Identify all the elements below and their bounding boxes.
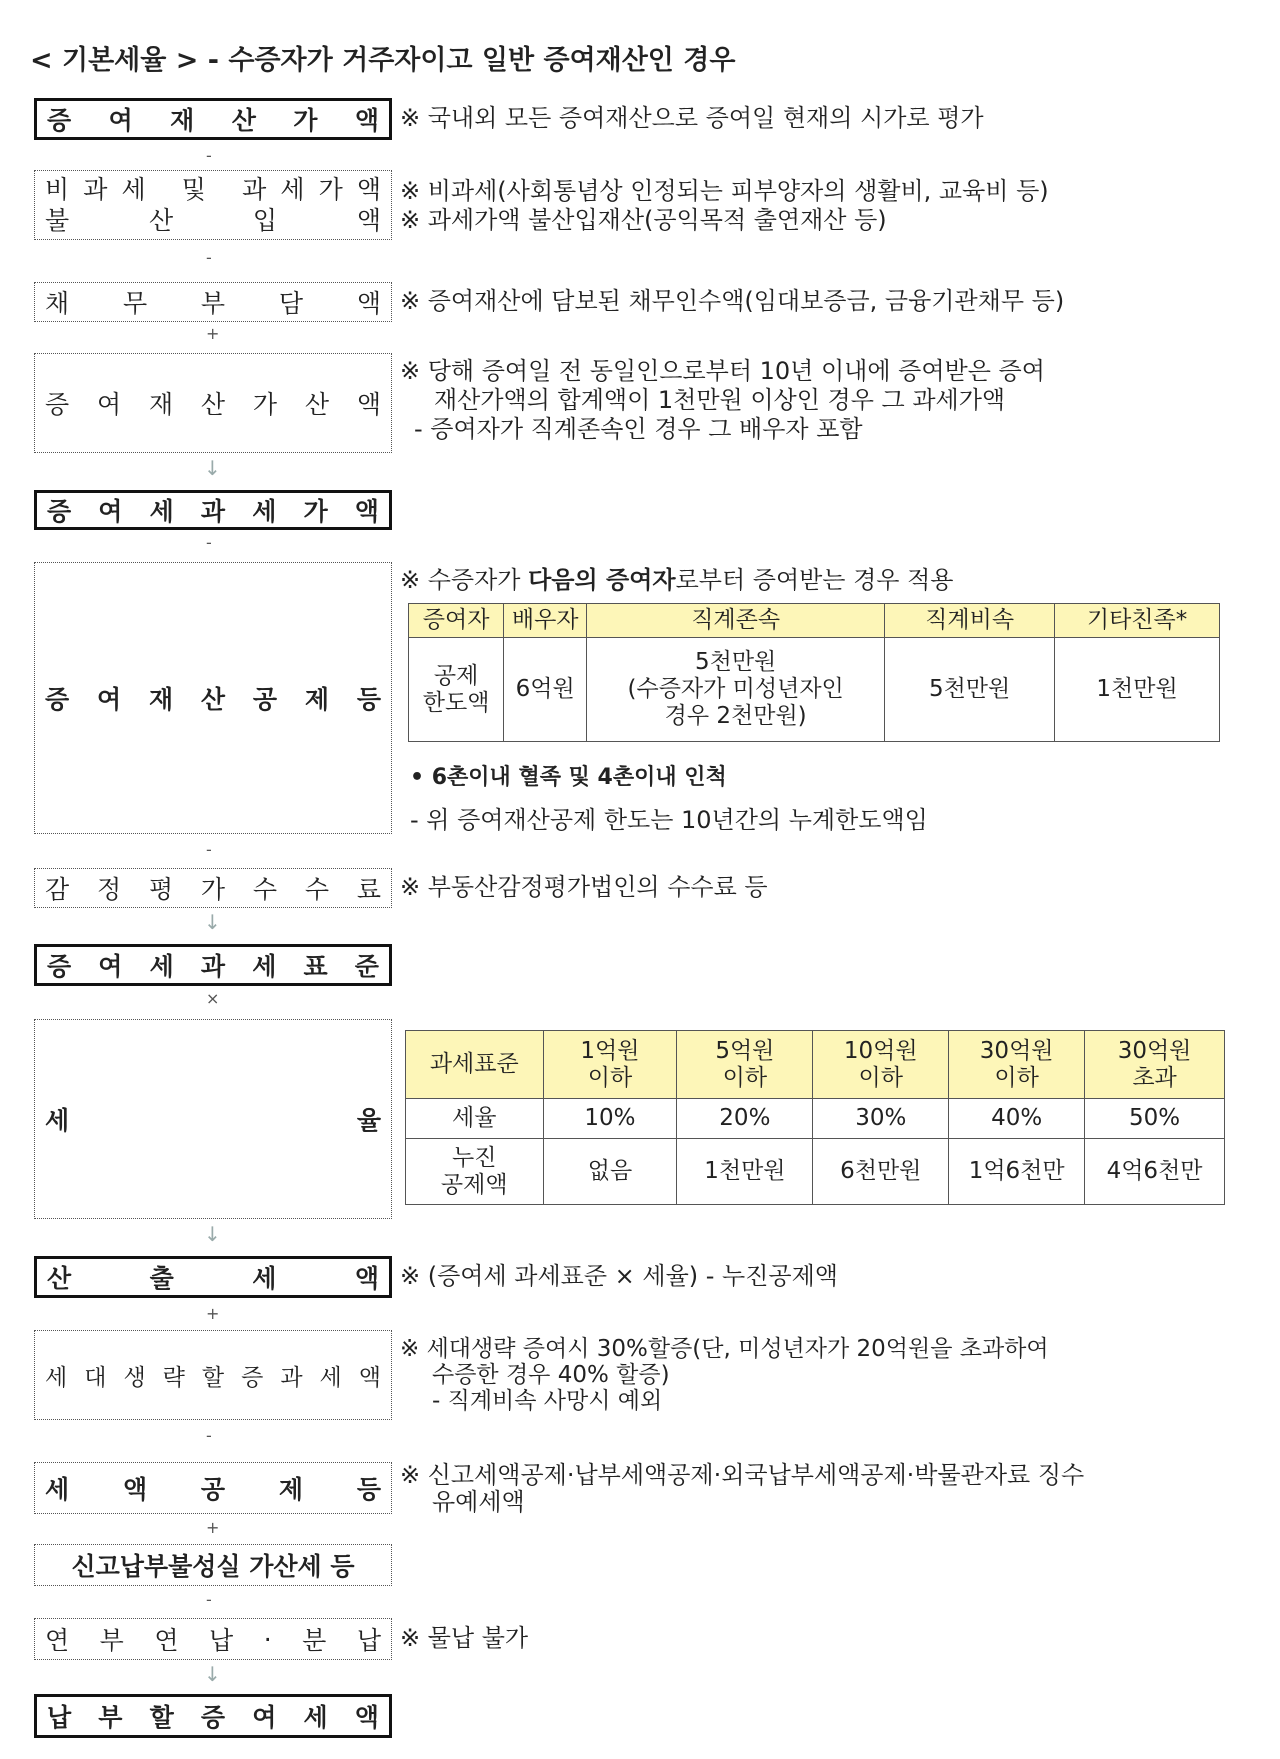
operator-plus: +	[206, 324, 220, 343]
bracket-5: 30억원 초과	[1085, 1031, 1225, 1099]
rate-1: 10%	[543, 1099, 677, 1139]
deduction-5: 4억6천만	[1085, 1139, 1225, 1205]
non-taxable-box	[34, 170, 392, 240]
descendant-limit: 5천만원	[885, 638, 1055, 742]
tax-rate-table	[405, 1030, 1225, 1205]
gift-property-value-note: ※ 국내외 모든 증여재산으로 증여일 현재의 시가로 평가	[400, 104, 984, 132]
deduction-3: 6천만원	[813, 1139, 949, 1205]
bracket-1: 1억원 이하	[543, 1031, 677, 1099]
debt-assumed-box: 채 무 부 담 액	[34, 282, 392, 322]
rate-5: 50%	[1085, 1099, 1225, 1139]
installment-payment-note: ※ 물납 불가	[400, 1624, 529, 1652]
spouse-limit: 6억원	[504, 638, 587, 742]
header-donor: 증여자	[409, 604, 504, 638]
operator-minus: -	[206, 533, 212, 552]
operator-minus: -	[206, 1590, 212, 1609]
deduction-footnote-cumulative: - 위 증여재산공제 한도는 10년간의 누계한도액임	[410, 806, 928, 834]
operator-minus: -	[206, 146, 212, 165]
operator-plus: +	[206, 1304, 220, 1323]
rate-4: 40%	[949, 1099, 1085, 1139]
generation-skip-surcharge-box: 세 대 생 략 할 증 과 세 액	[34, 1330, 392, 1420]
gift-tax-base-value-box: 증 여 세 과 세 가 액	[34, 490, 392, 530]
appraisal-fee-box: 감 정 평 가 수 수 료	[34, 868, 392, 908]
deduction-1: 없음	[543, 1139, 677, 1205]
header-spouse: 배우자	[504, 604, 587, 638]
other-relatives-limit: 1천만원	[1055, 638, 1220, 742]
operator-minus: -	[206, 248, 212, 267]
deduction-limit-label: 공제 한도액	[409, 638, 504, 742]
non-taxable-label: 비 과 세 및 과 세 가 액	[45, 175, 381, 204]
header-lineal-ascendant: 직계존속	[587, 604, 885, 638]
penalty-tax-box: 신고납부불성실 가산세 등	[34, 1544, 392, 1586]
deduction-limit-table	[408, 603, 1220, 742]
tax-rate-box: 세 율	[34, 1019, 392, 1219]
gift-tax-base-box: 증 여 세 과 세 표 준	[34, 944, 392, 986]
deduction-footnote-relatives: • 6촌이내 혈족 및 4촌이내 인척	[410, 765, 727, 790]
tax-credit-note: ※ 신고세액공제·납부세액공제·외국납부세액공제·박물관자료 징수 유예세액	[400, 1461, 1085, 1516]
appraisal-fee-note: ※ 부동산감정평가법인의 수수료 등	[400, 873, 768, 901]
added-gift-value-note: ※ 당해 증여일 전 동일인으로부터 10년 이내에 증여받은 증여 재산가액의 합계액이 1천만원 이상인 경우 그 과세가액 - 증여자가 직계존속인 경우 그 배우자 포함	[400, 357, 1045, 443]
operator-plus: +	[206, 1518, 220, 1537]
deduction-2: 1천만원	[677, 1139, 813, 1205]
deduction-4: 1억6천만	[949, 1139, 1085, 1205]
excluded-amount-label: 불 산 입 액	[45, 206, 381, 235]
computed-tax-box: 산 출 세 액	[34, 1256, 392, 1298]
rate-2: 20%	[677, 1099, 813, 1139]
added-gift-value-box: 증 여 재 산 가 산 액	[34, 353, 392, 453]
generation-skip-surcharge-note: ※ 세대생략 증여시 30%할증(단, 미성년자가 20억원을 초과하여 수증한 경우 40% 할증) - 직계비속 사망시 예외	[400, 1336, 1049, 1414]
bracket-3: 10억원 이하	[813, 1031, 949, 1099]
gift-deduction-box: 증 여 재 산 공 제 등	[34, 562, 392, 834]
ascendant-limit: 5천만원 (수증자가 미성년자인 경우 2천만원)	[587, 638, 885, 742]
tax-credit-box: 세 액 공 제 등	[34, 1462, 392, 1514]
down-arrow-icon: ↓	[204, 910, 221, 934]
down-arrow-icon: ↓	[204, 1222, 221, 1246]
down-arrow-icon: ↓	[204, 456, 221, 480]
bracket-2: 5억원 이하	[677, 1031, 813, 1099]
operator-multiply: ×	[206, 989, 220, 1008]
operator-minus: -	[206, 840, 212, 859]
gift-property-value-box: 증 여 재 산 가 액	[34, 98, 392, 140]
header-other-relatives: 기타친족*	[1055, 604, 1220, 638]
rate-label: 세율	[406, 1099, 544, 1139]
non-taxable-note: ※ 비과세(사회통념상 인정되는 피부양자의 생활비, 교육비 등) ※ 과세가액 불산입재산(공익목적 출연재산 등)	[400, 177, 1049, 234]
debt-assumed-note: ※ 증여재산에 담보된 채무인수액(임대보증금, 금융기관채무 등)	[400, 287, 1065, 315]
down-arrow-icon: ↓	[204, 1662, 221, 1686]
gift-deduction-note: ※ 수증자가 다음의 증여자로부터 증여받는 경우 적용	[400, 566, 954, 594]
tax-base-header: 과세표준	[406, 1031, 544, 1099]
bracket-4: 30억원 이하	[949, 1031, 1085, 1099]
computed-tax-note: ※ (증여세 과세표준 × 세율) - 누진공제액	[400, 1262, 838, 1290]
gift-tax-payable-box: 납 부 할 증 여 세 액	[34, 1694, 392, 1738]
operator-minus: -	[206, 1426, 212, 1445]
progressive-deduction-label: 누진 공제액	[406, 1139, 544, 1205]
page-title: < 기본세율 > - 수증자가 거주자이고 일반 증여재산인 경우	[30, 45, 736, 76]
rate-3: 30%	[813, 1099, 949, 1139]
header-lineal-descendant: 직계비속	[885, 604, 1055, 638]
installment-payment-box: 연 부 연 납 · 분 납	[34, 1618, 392, 1660]
